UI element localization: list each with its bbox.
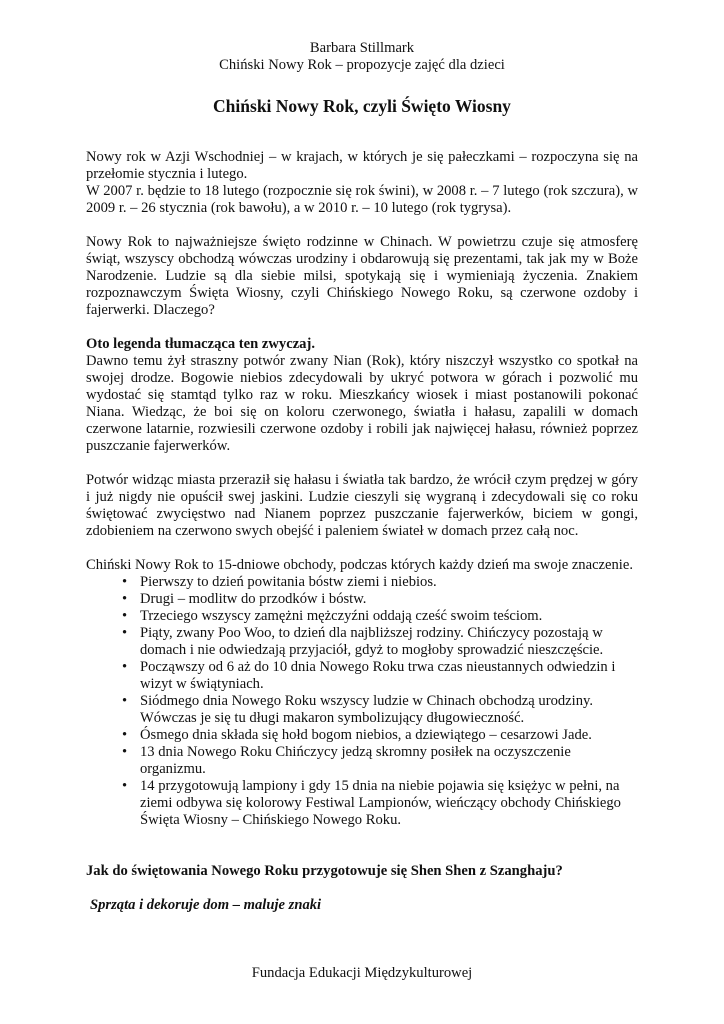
list-item: • Drugi – modlitw do przodków i bóstw. bbox=[122, 591, 367, 607]
list-item: • Ósmego dnia składa się hołd bogom niebios, a dziewiątego – cesarzowi Jade. bbox=[122, 727, 592, 743]
list-item: • Trzeciego wszyscy zamężni mężczyźni oddają cześć swoim teściom. bbox=[122, 608, 543, 624]
bullet-icon: • bbox=[122, 625, 128, 641]
document-title: Chiński Nowy Rok, czyli Święto Wiosny bbox=[213, 96, 511, 116]
legend-paragraph: Dawno temu żył straszny potwór zwany Nian (Rok), który niszczył wszystko co spotkał na swojej drodze. Bogowie niebios zdecydowali by ukryć potwora w górach i pozwolić mu wydostać się stamtąd tylko raz w roku. Mieszkańcy wiosek i miast postanowili pokonać Niana. Wiedząc, że boi się on koloru czerwonego, światła i hałasu, zapalili w domach czerwone latarnie, rozwiesili czerwone ozdoby i robili jak najwięcej hałasu, również poprzez puszczanie fajerwerków. bbox=[86, 353, 638, 454]
days-list bbox=[86, 574, 638, 829]
bullet-icon: • bbox=[122, 591, 128, 607]
list-item: • 14 przygotowują lampiony i gdy 15 dnia na niebie pojawia się księżyc w pełni, na ziemi odbywa się kolorowy Festiwal Lampionów, wieńczący obchody Chińskiego Święta Wiosny – Chińskiego Nowego Roku. bbox=[122, 778, 621, 828]
list-item: • Siódmego dnia Nowego Roku wszyscy ludzie w Chinach obchodzą urodziny. Wówczas je się tu długi makaron symbolizujący długowieczność. bbox=[122, 693, 593, 726]
intro-paragraph-1: Nowy rok w Azji Wschodniej – w krajach, w których je się pałeczkami – rozpoczyna się na przełomie stycznia i lutego. bbox=[86, 149, 638, 182]
list-item: • Począwszy od 6 aż do 10 dnia Nowego Roku trwa czas nieustannych odwiedzin i wizyt w świątyniach. bbox=[122, 659, 616, 692]
legend-heading: Oto legenda tłumacząca ten zwyczaj. bbox=[86, 336, 315, 352]
cleaning-subheading: Sprząta i dekoruje dom – maluje znaki bbox=[90, 897, 322, 913]
bullet-icon: • bbox=[122, 778, 128, 794]
list-item: • Piąty, zwany Poo Woo, to dzień dla najbliższej rodziny. Chińczycy pozostają w domach i nie odwiedzają przyjaciół, gdyż to mogłoby sprowadzić nieszczęście. bbox=[122, 625, 604, 658]
author-name: Barbara Stillmark bbox=[309, 40, 415, 56]
document-footer: Fundacja Edukacji Międzykulturowej bbox=[251, 965, 473, 981]
list-item: • 13 dnia Nowego Roku Chińczycy jedzą skromny posiłek na oczyszczenie organizmu. bbox=[122, 744, 571, 777]
document-header bbox=[86, 40, 638, 74]
intro-paragraph-2: W 2007 r. będzie to 18 lutego (rozpocznie się rok świni), w 2008 r. – 7 lutego (rok szczura), w 2009 r. – 26 stycznia (rok bawołu), a w 2010 r. – 10 lutego (rok tygrysa). bbox=[86, 183, 638, 216]
bullet-icon: • bbox=[122, 574, 128, 590]
bullet-icon: • bbox=[122, 727, 128, 743]
shen-shen-question: Jak do świętowania Nowego Roku przygotowuje się Shen Shen z Szanghaju? bbox=[86, 863, 563, 879]
document-subtitle: Chiński Nowy Rok – propozycje zajęć dla dzieci bbox=[219, 57, 505, 73]
victory-paragraph: Potwór widząc miasta przeraził się hałasu i światła tak bardzo, że wrócił czym prędzej w góry i już nigdy nie opuścił swej jaskini. Ludzie cieszyli się wygraną i zdecydowali się co roku świętować zwycięstwo nad Nianem poprzez puszczanie fajerwerków, biciem w gongi, zdobieniem na czerwono swych obejść i paleniem świateł w domach przez całą noc. bbox=[86, 472, 638, 539]
bullet-icon: • bbox=[122, 608, 128, 624]
days-intro-paragraph: Chiński Nowy Rok to 15-dniowe obchody, podczas których każdy dzień ma swoje znaczenie. bbox=[86, 557, 633, 573]
document-page bbox=[86, 40, 638, 914]
family-paragraph: Nowy Rok to najważniejsze święto rodzinne w Chinach. W powietrzu czuje się atmosferę świąt, wszyscy obchodzą wówczas urodziny i obdarowują się prezentami, tak jak my w Boże Narodzenie. Ludzie są dla siebie milsi, spotykają się i wymieniają życzenia. Znakiem rozpoznawczym Święta Wiosny, czyli Chińskiego Nowego Roku, są czerwone ozdoby i fajerwerki. Dlaczego? bbox=[86, 234, 638, 318]
bullet-icon: • bbox=[122, 744, 128, 760]
list-item: • Pierwszy to dzień powitania bóstw ziemi i niebios. bbox=[122, 574, 437, 590]
bullet-icon: • bbox=[122, 659, 128, 675]
bullet-icon: • bbox=[122, 693, 128, 709]
